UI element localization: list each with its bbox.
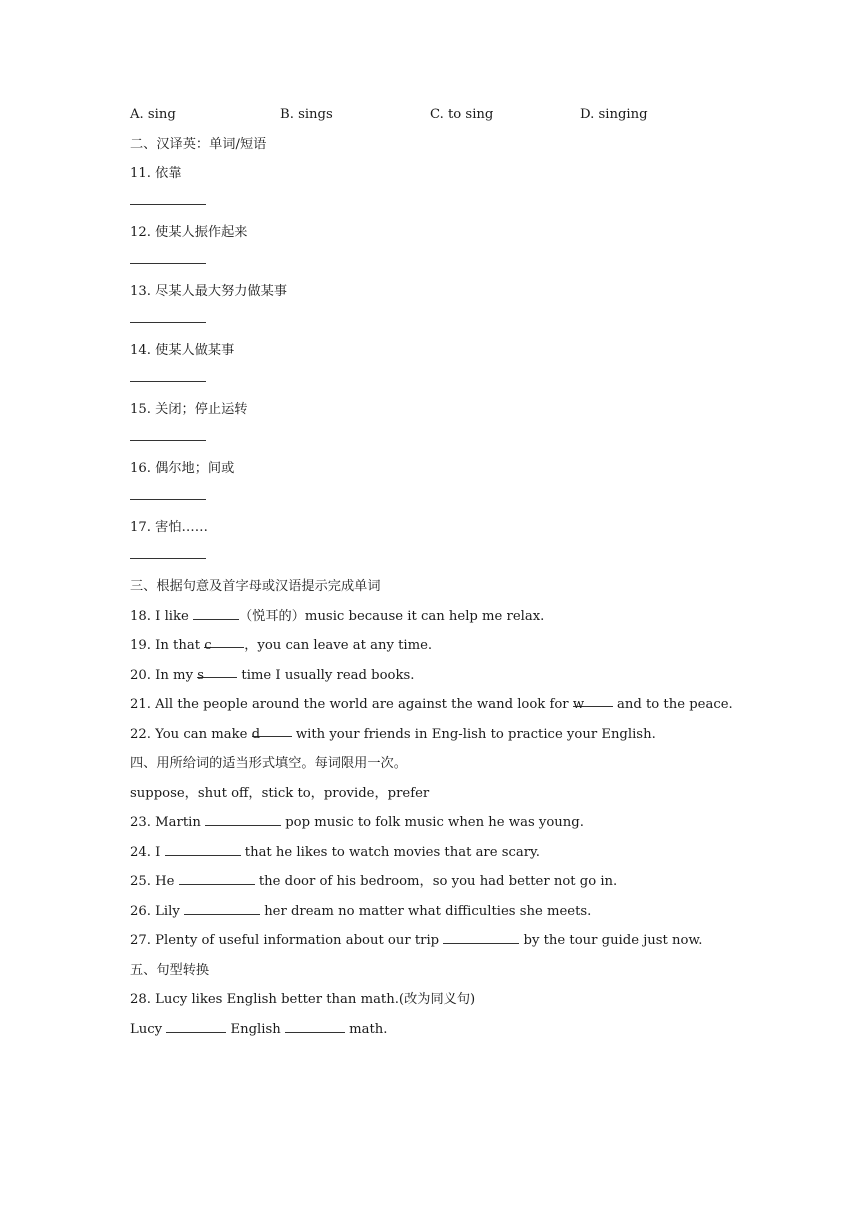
hint-letter: s	[197, 667, 204, 683]
section-2-title: 二、汉译英：单词/短语	[130, 136, 267, 152]
question-26: 26. Lily her dream no matter what difficulties she meets.	[130, 897, 740, 927]
answer-line[interactable]	[130, 366, 740, 396]
question-25: 25. He the door of his bedroom，so you had better not go in.	[130, 867, 740, 897]
section-3-title: 三、根据句意及首字母或汉语提示完成单词	[130, 579, 381, 594]
answer-blank[interactable]	[285, 1016, 345, 1033]
answer-blank[interactable]	[193, 603, 239, 620]
answer-blank[interactable]	[204, 631, 244, 653]
question-22: 22. You can make d with your friends in Eng-lish to practice your English.	[130, 720, 740, 750]
question-15: 15. 关闭；停止运转	[130, 402, 248, 417]
question-11: 11. 依靠	[130, 166, 182, 181]
question-12: 12. 使某人振作起来	[130, 225, 248, 240]
question-27: 27. Plenty of useful information about our trip by the tour guide just now.	[130, 926, 740, 956]
answer-blank[interactable]	[184, 898, 260, 915]
question-23: 23. Martin pop music to folk music when he was young.	[130, 808, 740, 838]
question-21: 21. All the people around the world are against the wand look for w and to the peace.	[130, 690, 740, 720]
question-28-answer: Lucy English math.	[130, 1015, 740, 1045]
hint-letter: c	[204, 638, 212, 653]
answer-line[interactable]	[130, 543, 740, 573]
answer-blank[interactable]	[165, 839, 241, 856]
word-bank: suppose，shut off，stick to，provide，prefer	[130, 785, 430, 801]
hint-letter: w	[572, 697, 585, 712]
hint-letter: d	[251, 726, 261, 742]
question-14: 14. 使某人做某事	[130, 343, 235, 358]
question-16: 16. 偶尔地；间或	[130, 461, 235, 476]
question-19: 19. In that c ，you can leave at any time.	[130, 631, 740, 661]
answer-blank[interactable]	[179, 868, 255, 885]
question-20: 20. In my s time I usually read books.	[130, 661, 740, 691]
option-d: D. singing	[580, 107, 648, 122]
answer-blank[interactable]	[197, 661, 237, 683]
question-18: 18. I like （悦耳的）music because it can help me relax.	[130, 602, 740, 632]
answer-blank[interactable]	[205, 809, 281, 826]
option-c: C. to sing	[430, 107, 494, 122]
worksheet-content	[130, 100, 740, 1044]
question-13: 13. 尽某人最大努力做某事	[130, 284, 288, 299]
answer-line[interactable]	[130, 248, 740, 278]
option-a: A. sing	[130, 107, 176, 122]
option-b: B. sings	[280, 107, 333, 122]
answer-blank[interactable]	[251, 720, 292, 742]
answer-line[interactable]	[130, 425, 740, 455]
section-4-title: 四、用所给词的适当形式填空。每词限用一次。	[130, 756, 407, 771]
question-24: 24. I that he likes to watch movies that are scary.	[130, 838, 740, 868]
answer-line[interactable]	[130, 307, 740, 337]
question-17: 17. 害怕……	[130, 520, 208, 535]
answer-blank[interactable]	[443, 927, 519, 944]
answer-blank[interactable]	[166, 1016, 226, 1033]
answer-line[interactable]	[130, 484, 740, 514]
choice-options	[130, 100, 740, 130]
question-28: 28. Lucy likes English better than math.(改为同义句)	[130, 992, 476, 1007]
answer-blank[interactable]	[572, 690, 613, 712]
answer-line[interactable]	[130, 189, 740, 219]
section-5-title: 五、句型转换	[130, 962, 210, 978]
